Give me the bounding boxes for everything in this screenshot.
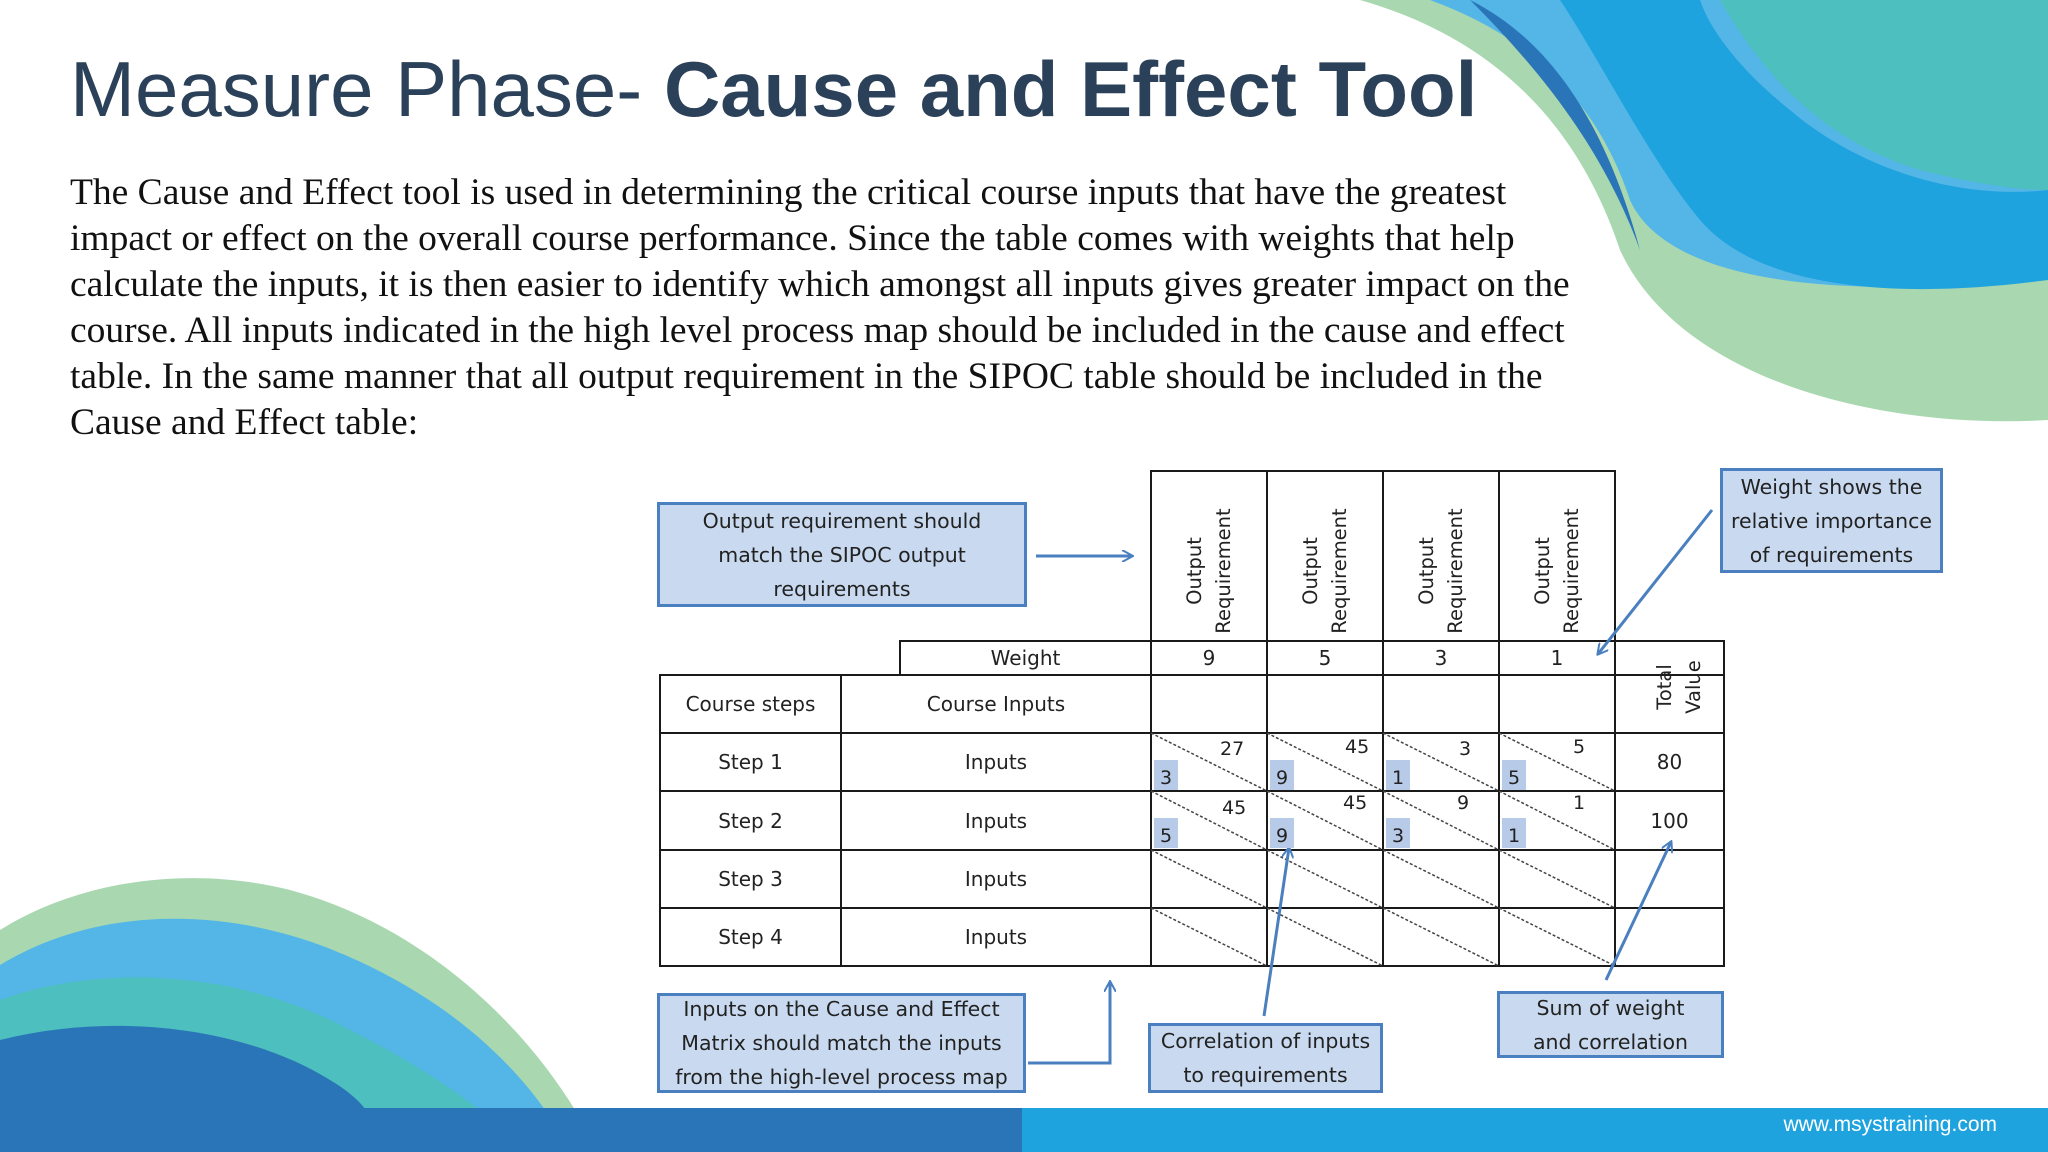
req-header-1: Output Requirement <box>1183 508 1235 634</box>
step-label: Step 4 <box>718 925 783 949</box>
callout-output-requirement: Output requirement should match the SIPOC output requirements <box>657 502 1027 607</box>
req-header-4: Output Requirement <box>1531 508 1583 634</box>
weight-label: Weight <box>990 646 1061 670</box>
correlation-rating: 3 <box>1386 818 1410 848</box>
inputs-label: Inputs <box>964 867 1028 891</box>
weight-value-1: 9 <box>1202 646 1216 670</box>
correlation-rating: 1 <box>1502 818 1526 848</box>
weighted-score: 3 <box>1459 738 1472 760</box>
correlation-rating: 5 <box>1502 760 1526 790</box>
callout-sum: Sum of weight and correlation <box>1497 991 1724 1058</box>
weight-value-4: 1 <box>1550 646 1564 670</box>
weighted-score: 9 <box>1457 792 1470 814</box>
total-value: 80 <box>1656 750 1683 774</box>
callout-inputs: Inputs on the Cause and Effect Matrix should match the inputs from the high-level process map <box>657 993 1026 1093</box>
correlation-rating: 5 <box>1154 818 1178 848</box>
weighted-score: 45 <box>1222 797 1247 819</box>
correlation-rating: 9 <box>1270 818 1294 848</box>
title-bold: Cause and Effect Tool <box>663 45 1478 133</box>
correlation-rating: 1 <box>1386 760 1410 790</box>
step-label: Step 1 <box>718 750 783 774</box>
weighted-score: 45 <box>1343 792 1368 814</box>
weight-value-3: 3 <box>1434 646 1448 670</box>
weighted-score: 27 <box>1220 738 1245 760</box>
step-label: Step 3 <box>718 867 783 891</box>
weighted-score: 5 <box>1573 736 1586 758</box>
inputs-label: Inputs <box>964 808 1028 833</box>
inputs-label: Inputs <box>964 925 1028 949</box>
total-value: 100 <box>1650 808 1689 833</box>
col-header-course-steps: Course steps <box>685 692 816 716</box>
weighted-score: 45 <box>1345 736 1370 758</box>
callout-weight: Weight shows the relative importance of requirements <box>1720 468 1943 573</box>
callout-correlation: Correlation of inputs to requirements <box>1148 1023 1383 1093</box>
weight-value-2: 5 <box>1318 646 1332 670</box>
footer-url: www.msystraining.com <box>1783 1113 1997 1136</box>
step-label: Step 2 <box>718 808 783 833</box>
description-paragraph: The Cause and Effect tool is used in determining the critical course inputs that have the greatest impact or effect on the overall course performance. Since the table comes with weights that help calculate the inputs, it is then easier to identify which amongst all inputs gives greater impact on the course. All inputs indicated in the high level process map should be included in the cause and effect table. In the same manner that all output requirement in the SIPOC table should be included in the Cause and Effect table: <box>70 172 1570 443</box>
col-header-course-inputs: Course Inputs <box>926 692 1066 716</box>
req-header-2: Output Requirement <box>1299 508 1351 634</box>
inputs-label: Inputs <box>964 750 1028 774</box>
total-value-header: Total Value <box>1653 660 1705 714</box>
weighted-score: 1 <box>1573 792 1586 814</box>
correlation-rating: 3 <box>1154 760 1178 790</box>
req-header-3: Output Requirement <box>1415 508 1467 634</box>
correlation-rating: 9 <box>1270 760 1294 790</box>
title-regular: Measure Phase- <box>70 45 664 133</box>
